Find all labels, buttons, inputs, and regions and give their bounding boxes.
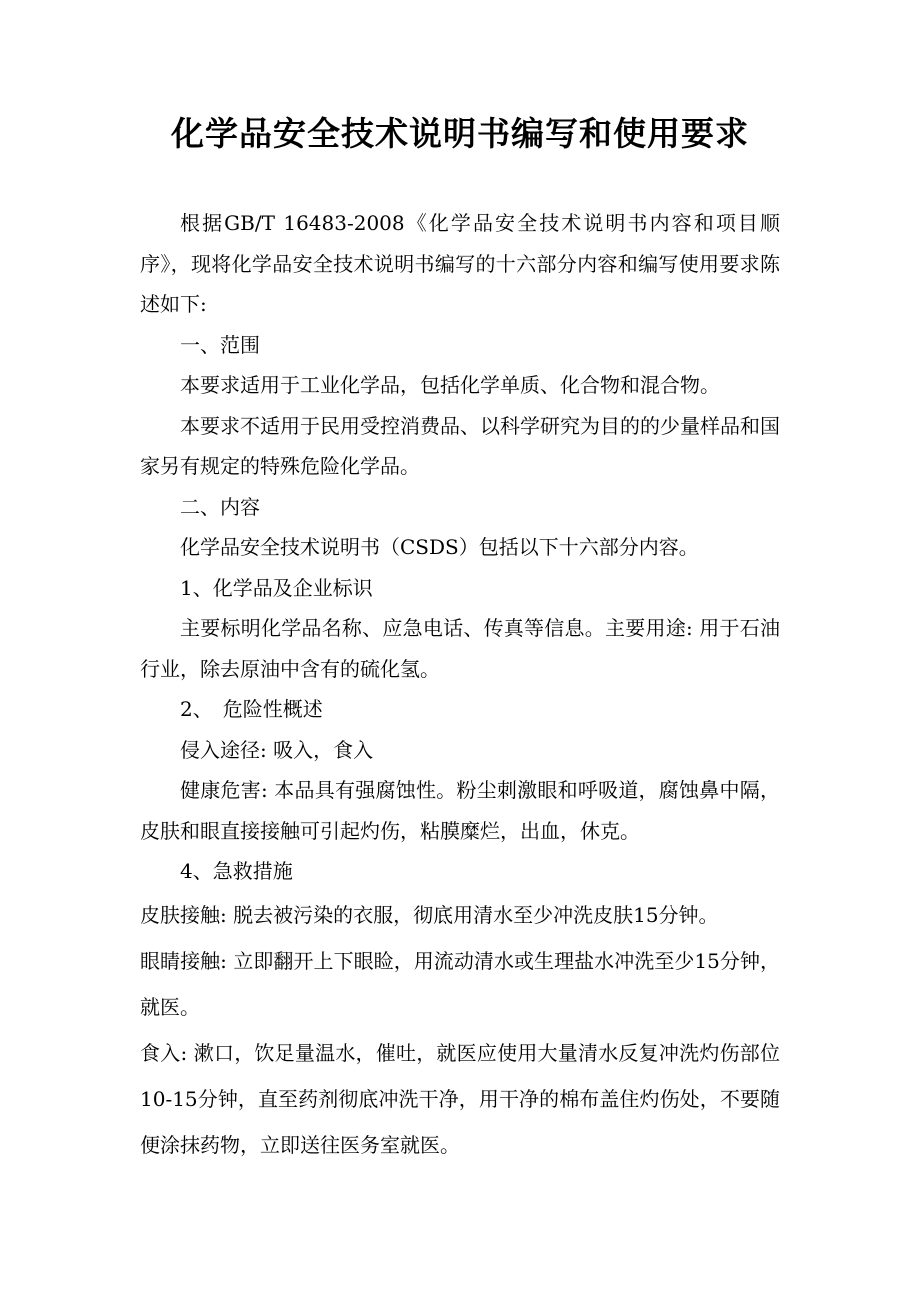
document-body	[140, 203, 780, 1168]
item-heading-hazards: 2、 危险性概述	[180, 697, 323, 721]
item-heading-first-aid: 4、急救措施	[180, 859, 293, 883]
exposure-route-paragraph: 侵入途径: 吸入，食入	[180, 737, 374, 762]
skin-contact-paragraph: 皮肤接触: 脱去被污染的衣服，彻底用清水至少冲洗皮肤15分钟。	[140, 902, 719, 927]
ingestion-paragraph: 食入: 漱口，饮足量温水，催吐，就医应使用大量清水反复冲洗灼伤部位10-15分钟，直至药剂彻底冲洗干净，用干净的棉布盖住灼伤处，不要随便涂抹药物，立即送往医务室就医。	[140, 1040, 780, 1157]
section-heading-content: 二、内容	[180, 494, 260, 519]
item-heading-identification: 1、化学品及企业标识	[180, 575, 373, 600]
document-title: 化学品安全技术说明书编写和使用要求	[171, 114, 749, 153]
intro-paragraph: 根据GB/T 16483-2008《化学品安全技术说明书内容和项目顺序》，现将化学品安全技术说明书编写的十六部分内容和编写使用要求陈述如下:	[140, 211, 780, 316]
scope-paragraph-1: 本要求适用于工业化学品，包括化学单质、化合物和混合物。	[180, 373, 720, 397]
scope-paragraph-2: 本要求不适用于民用受控消费品、以科学研究为目的的少量样品和国家另有规定的特殊危险化学品。	[140, 413, 780, 478]
eye-contact-paragraph: 眼睛接触: 立即翻开上下眼睑，用流动清水或生理盐水冲洗至少15分钟，就医。	[140, 948, 780, 1019]
content-paragraph-1: 化学品安全技术说明书（CSDS）包括以下十六部分内容。	[180, 535, 699, 559]
identification-paragraph: 主要标明化学品名称、应急电话、传真等信息。主要用途: 用于石油行业，除去原油中含有的硫化氢。	[140, 616, 780, 681]
section-heading-scope: 一、范围	[180, 332, 260, 357]
health-hazard-paragraph: 健康危害: 本品具有强腐蚀性。粉尘刺激眼和呼吸道，腐蚀鼻中隔，皮肤和眼直接接触可引起灼伤，粘膜糜烂，出血，休克。	[140, 778, 780, 843]
